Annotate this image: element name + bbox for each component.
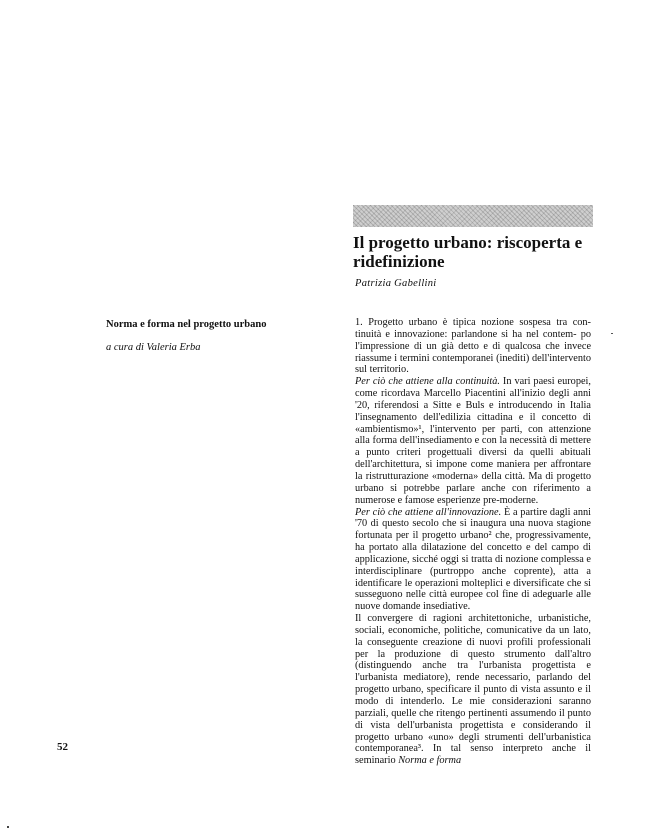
intro-paragraph — [355, 317, 591, 376]
continuity-paragraph — [355, 376, 591, 506]
paragraph-text: Il convergere di ragioni architettoniche, urbanistiche, sociali, economiche, politiche, comunicative da un lato, la conseguente creazione di nuovi profili professionali per la produzione di questo strumento dall'altro (distinguendo anche tra l'urbanista progettista e l'urbanista mediatore), rende necessario, parlando del progetto urbano, specificare il punto di vista assunto e il modo di intenderlo. Le mie considerazioni saranno parziali, quelle che ritengo pertinenti assumendo il punto di vista dell'urbanista progettista e considerando il progetto urbano «uno» degli strumenti dell'urbanistica contemporanea³. In tal senso interpreto anche il seminario — [355, 613, 591, 767]
decorative-header-band — [353, 205, 593, 227]
intro-line: invece riassume i termini contemporanei (inediti) — [355, 340, 592, 364]
article-body — [355, 317, 591, 767]
intro-line: dell'intervento sul territorio. — [355, 352, 591, 376]
paragraph-lead: Per ciò che attiene all'innovazione. — [355, 506, 502, 518]
paragraph-text: In vari paesi europei, come ricordava Marcello Piacentini all'inizio degli anni '20, riferendosi a Sitte e Buls e introducendo in Italia l'insegnamento dell'edilizia cittadina e il concetto di «ambientismo»¹, l'intervento per parti, con attenzione alla forma dell'insediamento e con la necessità di mettere a punto criteri progettuali diversi da quelli abituali dell'architettura, si impone come maniera per affrontare la ristrutturazione «moderna» della città. Ma di progetto urbano si potrebbe parlare anche con riferimento a numerose e famose esperienze pre-moderne. — [355, 376, 591, 506]
innovation-paragraph — [355, 507, 591, 614]
scan-speck — [611, 333, 613, 334]
paragraph-text: È a partire dagli anni '70 di questo secolo che si inaugura una nuova stagione fortunata per il progetto urbano² che, progressivamente, ha portato alla dilatazione del concetto e del campo di applicazione, sicché oggi si tratta di nozione complessa e interdisciplinare (purtroppo anche coprente), atta a identificare le operazioni molteplici e diversificate che si susseguono nelle città europee col fine di adeguarle alle nuove domande insediative. — [355, 506, 591, 613]
section-editor: a cura di Valeria Erba — [106, 342, 201, 353]
page-number: 52 — [57, 741, 68, 753]
article-author: Patrizia Gabellini — [355, 278, 437, 289]
scan-speck — [7, 826, 9, 828]
convergence-paragraph — [355, 613, 591, 767]
intro-line: 1. Progetto urbano è tipica nozione sospesa tra con- — [355, 317, 591, 328]
closing-italic: Norma e forma — [398, 755, 462, 767]
intro-line: po l'impressione di un già detto e di qualcosa che — [355, 328, 591, 352]
section-title: Norma e forma nel progetto urbano — [106, 319, 267, 330]
paragraph-lead: Per ciò che attiene alla continuità. — [355, 376, 500, 388]
intro-line: tinuità e innovazione: parlandone si ha nel contem- — [355, 328, 577, 340]
article-title: Il progetto urbano: riscoperta e ridefinizione — [353, 233, 583, 271]
